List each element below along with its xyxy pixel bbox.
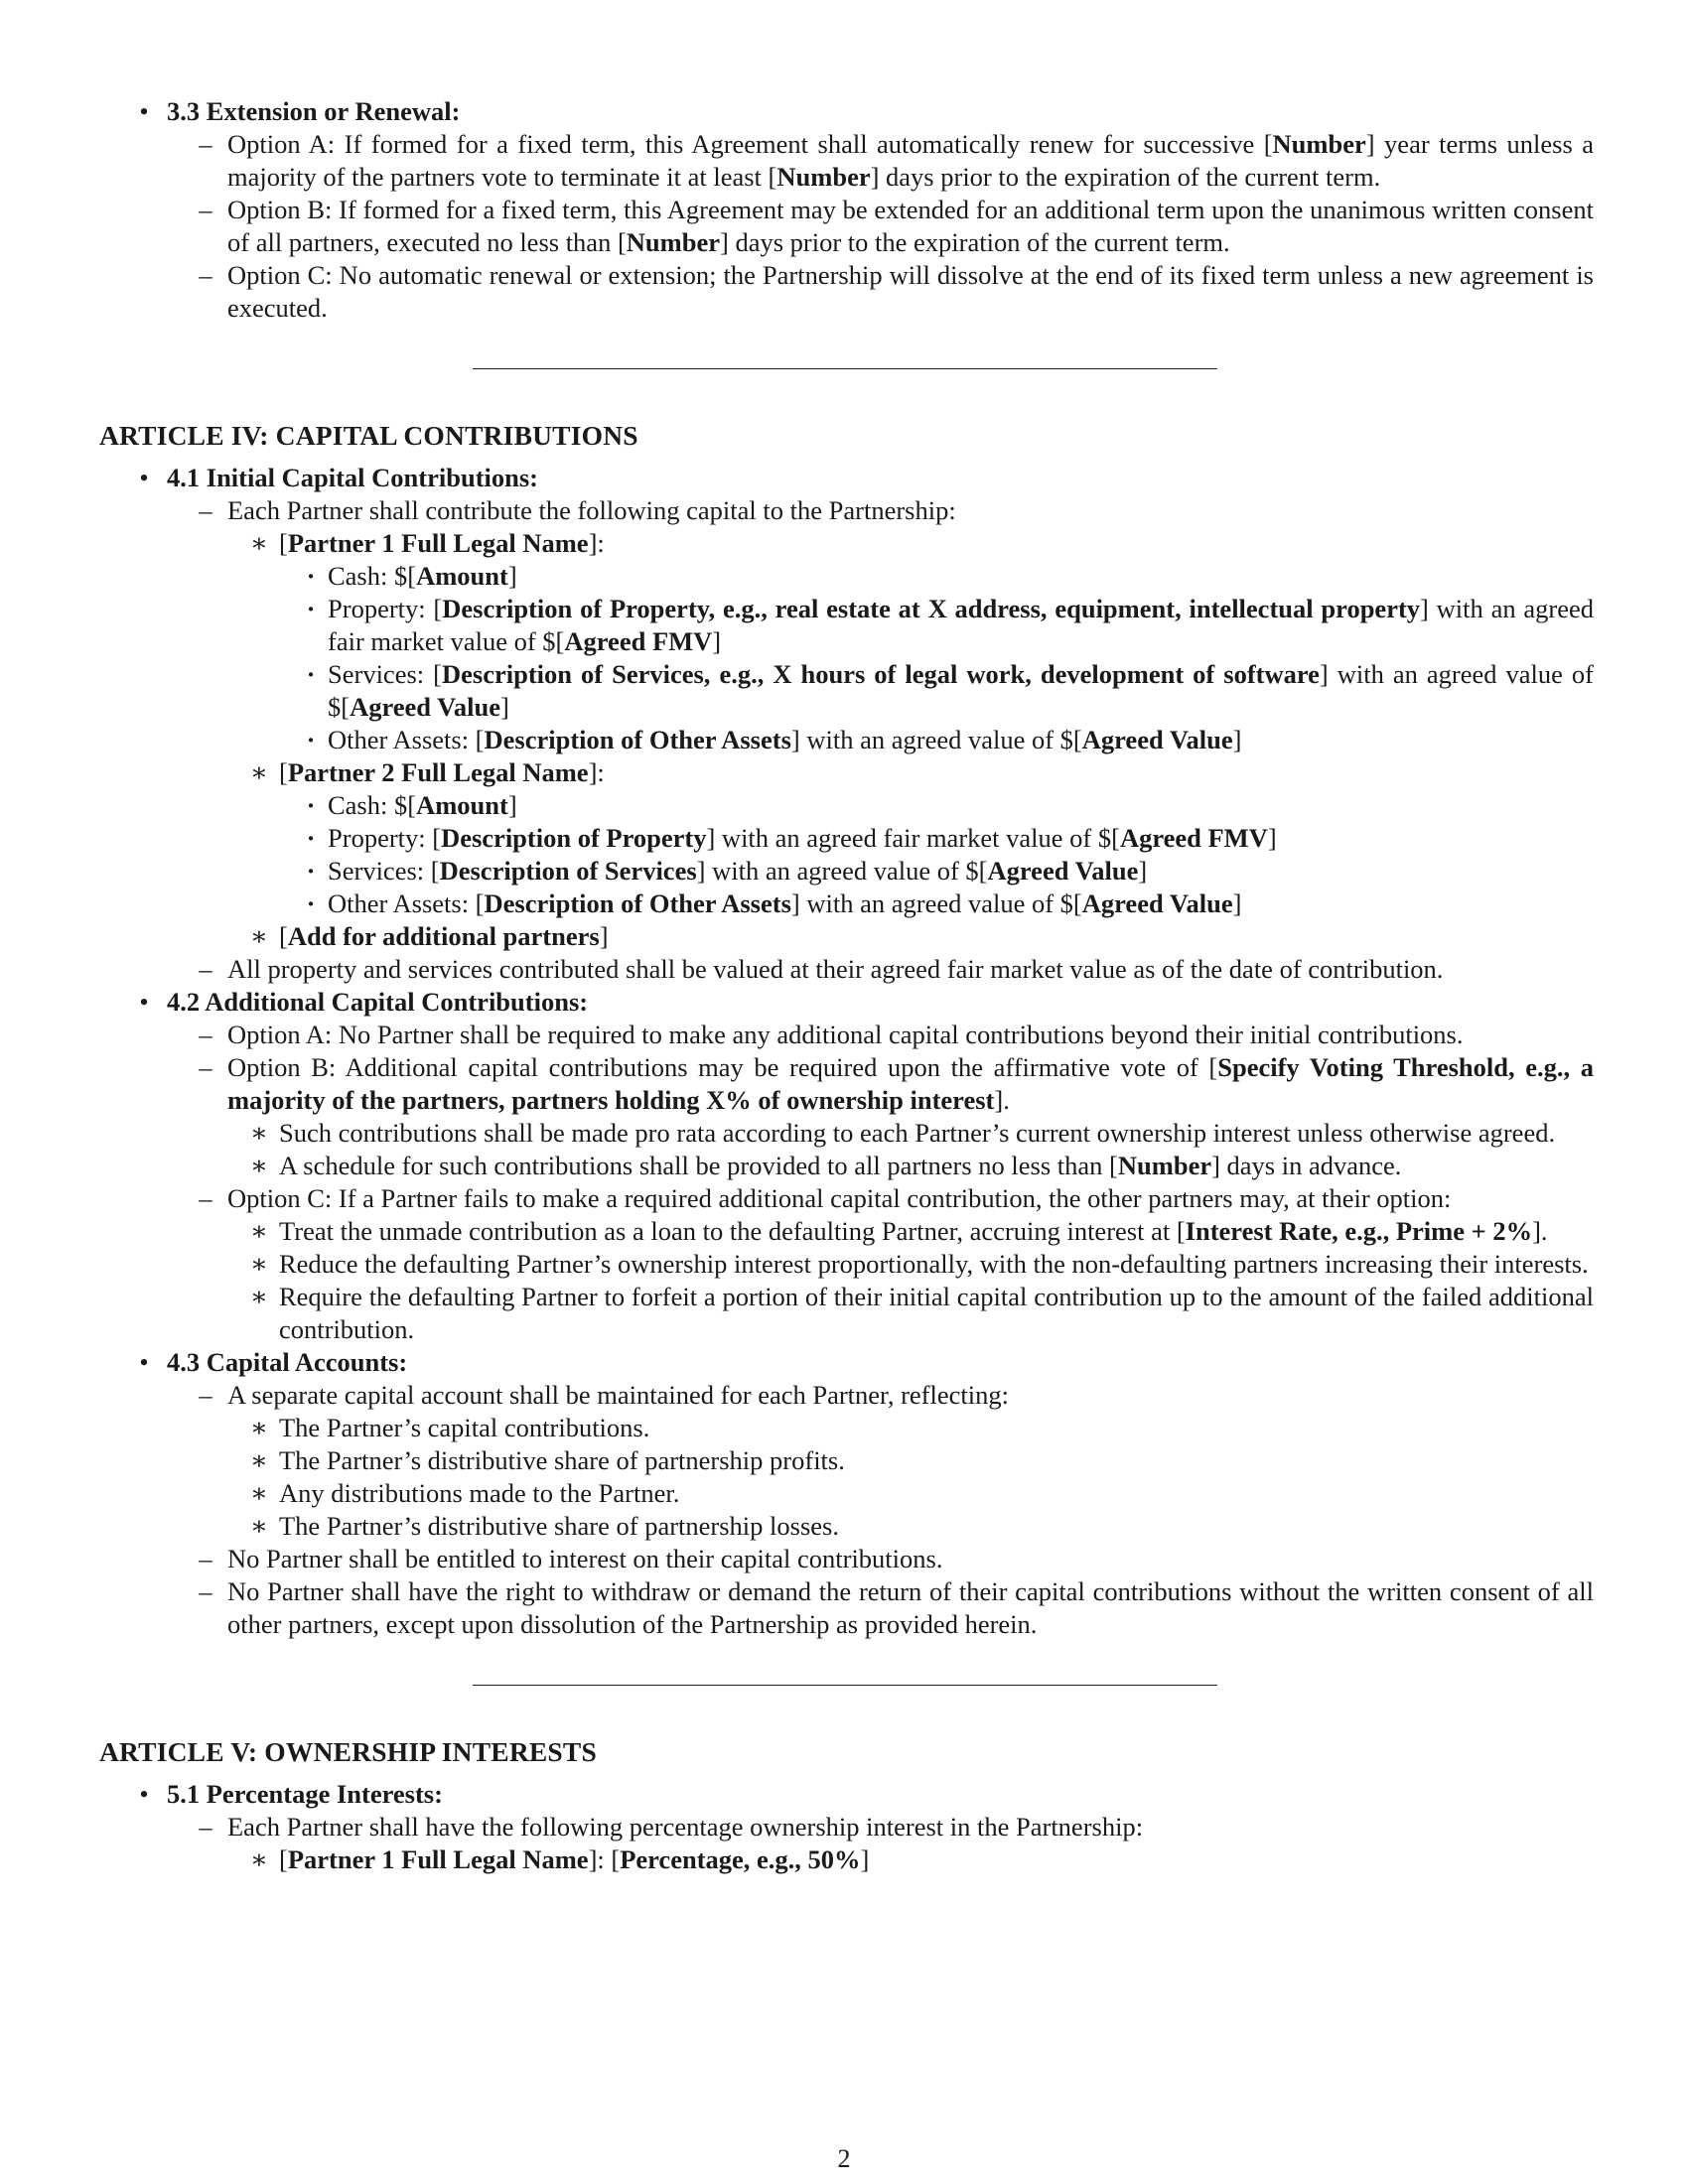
article-heading: ARTICLE V: OWNERSHIP INTERESTS — [99, 1736, 597, 1767]
partner-name: [Partner 1 Full Legal Name]: — [279, 528, 605, 558]
item-text: No Partner shall be entitled to interest on their capital contributions. — [227, 1544, 943, 1573]
item-text: Property: [Description of Property, e.g., real estate at X address, equipment, intellectual property] with an agreed fair market value of $[Agreed FMV] — [328, 594, 1595, 656]
asterisk-icon: ∗ — [249, 528, 268, 558]
horizontal-rule — [473, 1685, 1217, 1686]
list-item — [99, 724, 1594, 756]
list-item — [99, 1412, 1594, 1444]
list-item — [99, 1019, 1594, 1051]
asterisk-icon: ∗ — [249, 1151, 268, 1180]
section-3-3 — [99, 95, 1594, 128]
section-4-3 — [99, 1346, 1594, 1379]
dot-icon: · — [306, 856, 316, 886]
asterisk-icon: ∗ — [249, 1413, 268, 1442]
dash-icon: – — [199, 1812, 212, 1842]
item-text: Treat the unmade contribution as a loan to the defaulting Partner, accruing interest at [Interest Rate, e.g., Prime + 2%]. — [279, 1216, 1548, 1246]
list-item — [99, 259, 1594, 325]
asterisk-icon: ∗ — [249, 757, 268, 787]
page-number: 2 — [837, 2144, 851, 2173]
list-item — [99, 887, 1594, 920]
item-text: The Partner’s capital contributions. — [279, 1413, 650, 1442]
item-text: The Partner’s distributive share of partnership losses. — [279, 1511, 839, 1541]
list-item — [99, 1843, 1594, 1876]
item-text: Each Partner shall have the following percentage ownership interest in the Partnership: — [227, 1812, 1144, 1842]
article-heading: ARTICLE IV: CAPITAL CONTRIBUTIONS — [99, 420, 638, 451]
list-item — [99, 1510, 1594, 1543]
item-text: All property and services contributed shall be valued at their agreed fair market value as of the date of contribution. — [227, 954, 1444, 984]
asterisk-icon: ∗ — [249, 1511, 268, 1541]
item-text: [Partner 1 Full Legal Name]: [Percentage, e.g., 50%] — [279, 1844, 870, 1874]
dash-icon: – — [199, 1380, 212, 1410]
list-item — [99, 1150, 1594, 1182]
list-item — [99, 1543, 1594, 1575]
list-item — [99, 789, 1594, 822]
list-item — [99, 1215, 1594, 1248]
item-text: Require the defaulting Partner to forfeit a portion of their initial capital contribution up to the amount of the failed additional contribution. — [279, 1282, 1594, 1344]
bullet-icon: • — [139, 463, 149, 492]
list-item — [99, 1182, 1594, 1215]
option-text: Option C: If a Partner fails to make a required additional capital contribution, the other partners may, at their option: — [227, 1183, 1452, 1213]
list-item — [99, 658, 1594, 724]
dot-icon: · — [306, 790, 316, 820]
list-item — [99, 560, 1594, 593]
list-item — [99, 1281, 1594, 1346]
dot-icon: · — [306, 561, 316, 591]
option-text: Option A: No Partner shall be required to make any additional capital contributions beyond their initial contributions. — [227, 1020, 1464, 1049]
section-heading: 4.1 Initial Capital Contributions: — [167, 463, 539, 492]
list-item — [99, 194, 1594, 259]
bullet-icon: • — [139, 96, 149, 126]
item-text: Such contributions shall be made pro rata according to each Partner’s current ownership interest unless otherwise agreed. — [279, 1118, 1556, 1148]
list-item — [99, 1117, 1594, 1150]
list-item — [99, 1248, 1594, 1281]
list-item — [99, 1811, 1594, 1843]
bullet-icon: • — [139, 1779, 149, 1809]
item-text: [Add for additional partners] — [279, 921, 609, 951]
list-item — [99, 1575, 1594, 1641]
item-text: The Partner’s distributive share of partnership profits. — [279, 1445, 845, 1475]
section-4-1 — [99, 462, 1594, 494]
dash-icon: – — [199, 129, 212, 159]
option-text: Option C: No automatic renewal or extension; the Partnership will dissolve at the end of its fixed term unless a new agreement is executed. — [227, 260, 1594, 323]
asterisk-icon: ∗ — [249, 1216, 268, 1246]
asterisk-icon: ∗ — [249, 1445, 268, 1475]
list-item — [99, 756, 1594, 789]
asterisk-icon: ∗ — [249, 921, 268, 951]
item-text: A schedule for such contributions shall be provided to all partners no less than [Number] days in advance. — [279, 1151, 1402, 1180]
list-item — [99, 1051, 1594, 1117]
dash-icon: – — [199, 1183, 212, 1213]
dot-icon: · — [306, 888, 316, 918]
dash-icon: – — [199, 1544, 212, 1573]
dot-icon: · — [306, 659, 316, 689]
list-item — [99, 494, 1594, 527]
asterisk-icon: ∗ — [249, 1478, 268, 1508]
asterisk-icon: ∗ — [249, 1118, 268, 1148]
section-5-1 — [99, 1778, 1594, 1811]
option-text: Option B: If formed for a fixed term, this Agreement may be extended for an additional term upon the unanimous written consent of all partners, executed no less than [Number] days prior to the expiration of the current term. — [227, 195, 1594, 257]
item-text: Each Partner shall contribute the following capital to the Partnership: — [227, 495, 956, 525]
dash-icon: – — [199, 1576, 212, 1606]
item-text: A separate capital account shall be maintained for each Partner, reflecting: — [227, 1380, 1009, 1410]
item-text: Any distributions made to the Partner. — [279, 1478, 680, 1508]
section-heading: 4.2 Additional Capital Contributions: — [167, 987, 589, 1017]
item-text: Cash: $[Amount] — [328, 790, 517, 820]
dot-icon: · — [306, 823, 316, 853]
asterisk-icon: ∗ — [249, 1249, 268, 1279]
item-text: Services: [Description of Services, e.g., X hours of legal work, development of software] with an agreed value of $[Agreed Value] — [328, 659, 1594, 722]
dash-icon: – — [199, 195, 212, 224]
document-body — [99, 95, 1594, 1876]
option-text: Option A: If formed for a fixed term, this Agreement shall automatically renew for successive [Number] year terms unless a majority of the partners vote to terminate it at least [Number] days prior to the expiration of the current term. — [227, 129, 1594, 192]
bullet-icon: • — [139, 987, 149, 1017]
item-text: Property: [Description of Property] with an agreed fair market value of $[Agreed FMV] — [328, 823, 1277, 853]
list-item — [99, 128, 1594, 194]
list-item — [99, 953, 1594, 986]
dash-icon: – — [199, 495, 212, 525]
horizontal-rule — [473, 368, 1217, 369]
dot-icon: · — [306, 594, 316, 623]
list-item — [99, 1379, 1594, 1412]
dash-icon: – — [199, 260, 212, 290]
section-heading: 5.1 Percentage Interests: — [167, 1779, 443, 1809]
dash-icon: – — [199, 954, 212, 984]
item-text: Other Assets: [Description of Other Assets] with an agreed value of $[Agreed Value] — [328, 725, 1242, 754]
section-heading: 3.3 Extension or Renewal: — [167, 96, 461, 126]
bullet-icon: • — [139, 1347, 149, 1377]
list-item — [99, 527, 1594, 560]
dash-icon: – — [199, 1020, 212, 1049]
section-4-2 — [99, 986, 1594, 1019]
item-text: Services: [Description of Services] with an agreed value of $[Agreed Value] — [328, 856, 1148, 886]
list-item — [99, 593, 1594, 658]
item-text: Reduce the defaulting Partner’s ownership interest proportionally, with the non-defaulting partners increasing their interests. — [279, 1249, 1589, 1279]
asterisk-icon: ∗ — [249, 1844, 268, 1874]
section-heading: 4.3 Capital Accounts: — [167, 1347, 408, 1377]
partner-name: [Partner 2 Full Legal Name]: — [279, 757, 605, 787]
asterisk-icon: ∗ — [249, 1282, 268, 1311]
item-text: No Partner shall have the right to withdraw or demand the return of their capital contributions without the written consent of all other partners, except upon dissolution of the Partnership as provided herein. — [227, 1576, 1594, 1639]
list-item — [99, 920, 1594, 953]
dash-icon: – — [199, 1052, 212, 1082]
item-text: Cash: $[Amount] — [328, 561, 517, 591]
list-item — [99, 822, 1594, 855]
list-item — [99, 855, 1594, 887]
dot-icon: · — [306, 725, 316, 754]
list-item — [99, 1477, 1594, 1510]
option-text: Option B: Additional capital contributions may be required upon the affirmative vote of [Specify Voting Threshold, e.g., a majority of the partners, partners holding X% of ownership interest]. — [227, 1052, 1594, 1115]
item-text: Other Assets: [Description of Other Assets] with an agreed value of $[Agreed Value] — [328, 888, 1242, 918]
list-item — [99, 1444, 1594, 1477]
